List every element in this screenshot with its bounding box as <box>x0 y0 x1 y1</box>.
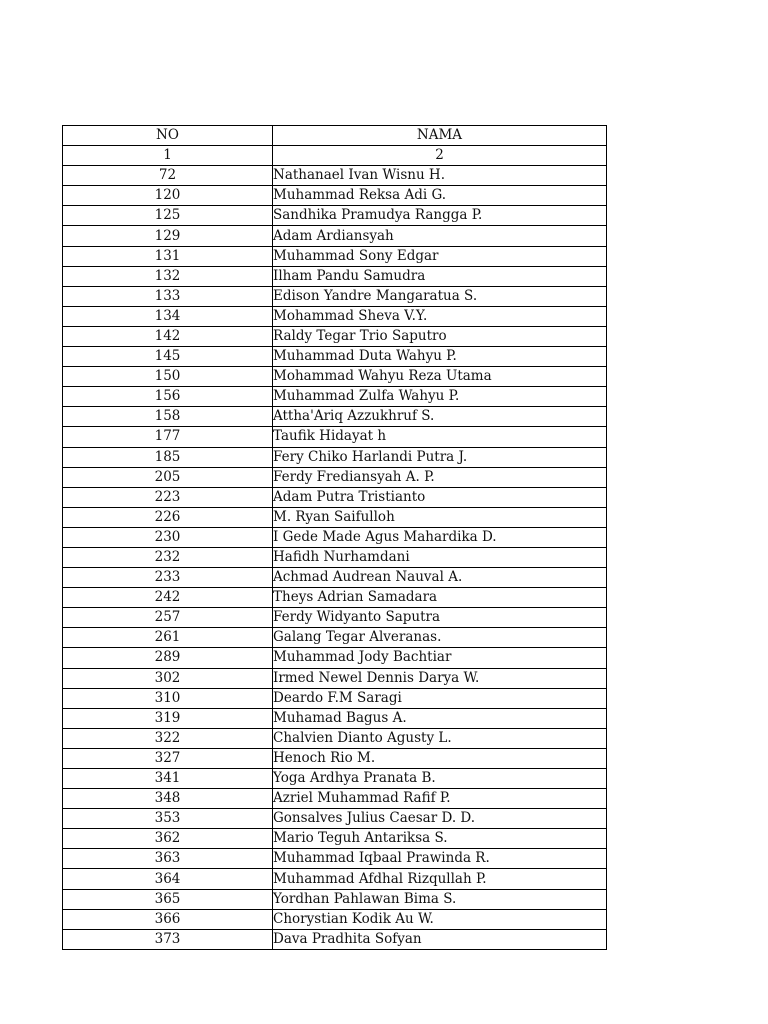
row-number-cell: 363 <box>63 849 273 869</box>
table-row <box>63 387 607 407</box>
row-name-cell: Achmad Audrean Nauval A. <box>273 568 607 588</box>
row-number-cell: 341 <box>63 769 273 789</box>
row-number-cell: 289 <box>63 648 273 668</box>
row-name-cell: Adam Putra Tristianto <box>273 487 607 507</box>
row-number-cell: 348 <box>63 789 273 809</box>
row-name-cell: Chalvien Dianto Agusty L. <box>273 728 607 748</box>
row-number-cell: 156 <box>63 387 273 407</box>
row-name-cell: Mohammad Wahyu Reza Utama <box>273 367 607 387</box>
table-row <box>63 769 607 789</box>
row-number-cell: 150 <box>63 367 273 387</box>
row-name-cell: Muhammad Afdhal Rizqullah P. <box>273 869 607 889</box>
row-name-cell: Yordhan Pahlawan Bima S. <box>273 889 607 909</box>
table-row <box>63 367 607 387</box>
row-name-cell: Ferdy Widyanto Saputra <box>273 608 607 628</box>
table-row <box>63 206 607 226</box>
column-index-row <box>63 146 607 166</box>
row-number-cell: 185 <box>63 447 273 467</box>
row-number-cell: 242 <box>63 588 273 608</box>
table-row <box>63 668 607 688</box>
row-number-cell: 120 <box>63 186 273 206</box>
column-header-name: NAMA <box>273 126 607 146</box>
row-name-cell: Attha'Ariq Azzukhruf S. <box>273 407 607 427</box>
row-name-cell: Taufik Hidayat h <box>273 427 607 447</box>
table-row <box>63 467 607 487</box>
row-number-cell: 373 <box>63 929 273 949</box>
table-row <box>63 809 607 829</box>
roster-body <box>63 126 607 950</box>
row-number-cell: 142 <box>63 326 273 346</box>
student-roster-table <box>62 125 607 950</box>
row-name-cell: Muhamad Bagus A. <box>273 708 607 728</box>
table-row <box>63 306 607 326</box>
table-row <box>63 246 607 266</box>
row-name-cell: Theys Adrian Samadara <box>273 588 607 608</box>
table-row <box>63 789 607 809</box>
row-number-cell: 366 <box>63 909 273 929</box>
row-name-cell: Muhammad Iqbaal Prawinda R. <box>273 849 607 869</box>
row-number-cell: 257 <box>63 608 273 628</box>
row-name-cell: Hafidh Nurhamdani <box>273 547 607 567</box>
row-number-cell: 129 <box>63 226 273 246</box>
row-number-cell: 364 <box>63 869 273 889</box>
row-name-cell: Irmed Newel Dennis Darya W. <box>273 668 607 688</box>
table-row <box>63 688 607 708</box>
table-row <box>63 407 607 427</box>
table-row <box>63 608 607 628</box>
row-name-cell: Deardo F.M Saragi <box>273 688 607 708</box>
row-name-cell: Mario Teguh Antariksa S. <box>273 829 607 849</box>
row-number-cell: 226 <box>63 507 273 527</box>
row-name-cell: Nathanael Ivan Wisnu H. <box>273 166 607 186</box>
row-name-cell: Muhammad Jody Bachtiar <box>273 648 607 668</box>
row-number-cell: 310 <box>63 688 273 708</box>
row-number-cell: 125 <box>63 206 273 226</box>
row-number-cell: 205 <box>63 467 273 487</box>
row-name-cell: Sandhika Pramudya Rangga P. <box>273 206 607 226</box>
table-row <box>63 849 607 869</box>
row-number-cell: 327 <box>63 748 273 768</box>
table-row <box>63 547 607 567</box>
table-row <box>63 507 607 527</box>
table-row <box>63 427 607 447</box>
table-row <box>63 447 607 467</box>
row-number-cell: 362 <box>63 829 273 849</box>
row-name-cell: Muhammad Zulfa Wahyu P. <box>273 387 607 407</box>
table-row <box>63 266 607 286</box>
row-number-cell: 353 <box>63 809 273 829</box>
table-row <box>63 708 607 728</box>
table-row <box>63 226 607 246</box>
row-number-cell: 230 <box>63 527 273 547</box>
column-header-no: NO <box>63 126 273 146</box>
row-name-cell: Gonsalves Julius Caesar D. D. <box>273 809 607 829</box>
row-number-cell: 261 <box>63 628 273 648</box>
table-row <box>63 628 607 648</box>
row-name-cell: Mohammad Sheva V.Y. <box>273 306 607 326</box>
row-name-cell: Fery Chiko Harlandi Putra J. <box>273 447 607 467</box>
table-row <box>63 326 607 346</box>
table-row <box>63 748 607 768</box>
row-name-cell: Muhammad Reksa Adi G. <box>273 186 607 206</box>
row-name-cell: M. Ryan Saifulloh <box>273 507 607 527</box>
row-name-cell: Yoga Ardhya Pranata B. <box>273 769 607 789</box>
row-number-cell: 133 <box>63 286 273 306</box>
table-row <box>63 648 607 668</box>
row-name-cell: Dava Pradhita Sofyan <box>273 929 607 949</box>
table-row <box>63 588 607 608</box>
table-row <box>63 347 607 367</box>
row-name-cell: Edison Yandre Mangaratua S. <box>273 286 607 306</box>
table-row <box>63 487 607 507</box>
row-number-cell: 132 <box>63 266 273 286</box>
row-number-cell: 72 <box>63 166 273 186</box>
row-number-cell: 302 <box>63 668 273 688</box>
table-row <box>63 909 607 929</box>
row-name-cell: I Gede Made Agus Mahardika D. <box>273 527 607 547</box>
table-row <box>63 568 607 588</box>
table-row <box>63 728 607 748</box>
row-number-cell: 131 <box>63 246 273 266</box>
column-index-no: 1 <box>63 146 273 166</box>
row-number-cell: 177 <box>63 427 273 447</box>
table-row <box>63 186 607 206</box>
table-row <box>63 527 607 547</box>
row-name-cell: Muhammad Duta Wahyu P. <box>273 347 607 367</box>
row-name-cell: Azriel Muhammad Rafif P. <box>273 789 607 809</box>
table-row <box>63 929 607 949</box>
header-row <box>63 126 607 146</box>
row-number-cell: 158 <box>63 407 273 427</box>
row-name-cell: Muhammad Sony Edgar <box>273 246 607 266</box>
row-number-cell: 134 <box>63 306 273 326</box>
table-row <box>63 829 607 849</box>
row-name-cell: Chorystian Kodik Au W. <box>273 909 607 929</box>
row-number-cell: 232 <box>63 547 273 567</box>
row-number-cell: 322 <box>63 728 273 748</box>
row-name-cell: Raldy Tegar Trio Saputro <box>273 326 607 346</box>
table-row <box>63 869 607 889</box>
table-row <box>63 286 607 306</box>
table-row <box>63 166 607 186</box>
table-row <box>63 889 607 909</box>
row-name-cell: Galang Tegar Alveranas. <box>273 628 607 648</box>
row-number-cell: 145 <box>63 347 273 367</box>
row-name-cell: Henoch Rio M. <box>273 748 607 768</box>
row-name-cell: Ilham Pandu Samudra <box>273 266 607 286</box>
column-index-name: 2 <box>273 146 607 166</box>
row-number-cell: 233 <box>63 568 273 588</box>
row-number-cell: 223 <box>63 487 273 507</box>
row-name-cell: Adam Ardiansyah <box>273 226 607 246</box>
row-number-cell: 365 <box>63 889 273 909</box>
row-number-cell: 319 <box>63 708 273 728</box>
row-name-cell: Ferdy Frediansyah A. P. <box>273 467 607 487</box>
